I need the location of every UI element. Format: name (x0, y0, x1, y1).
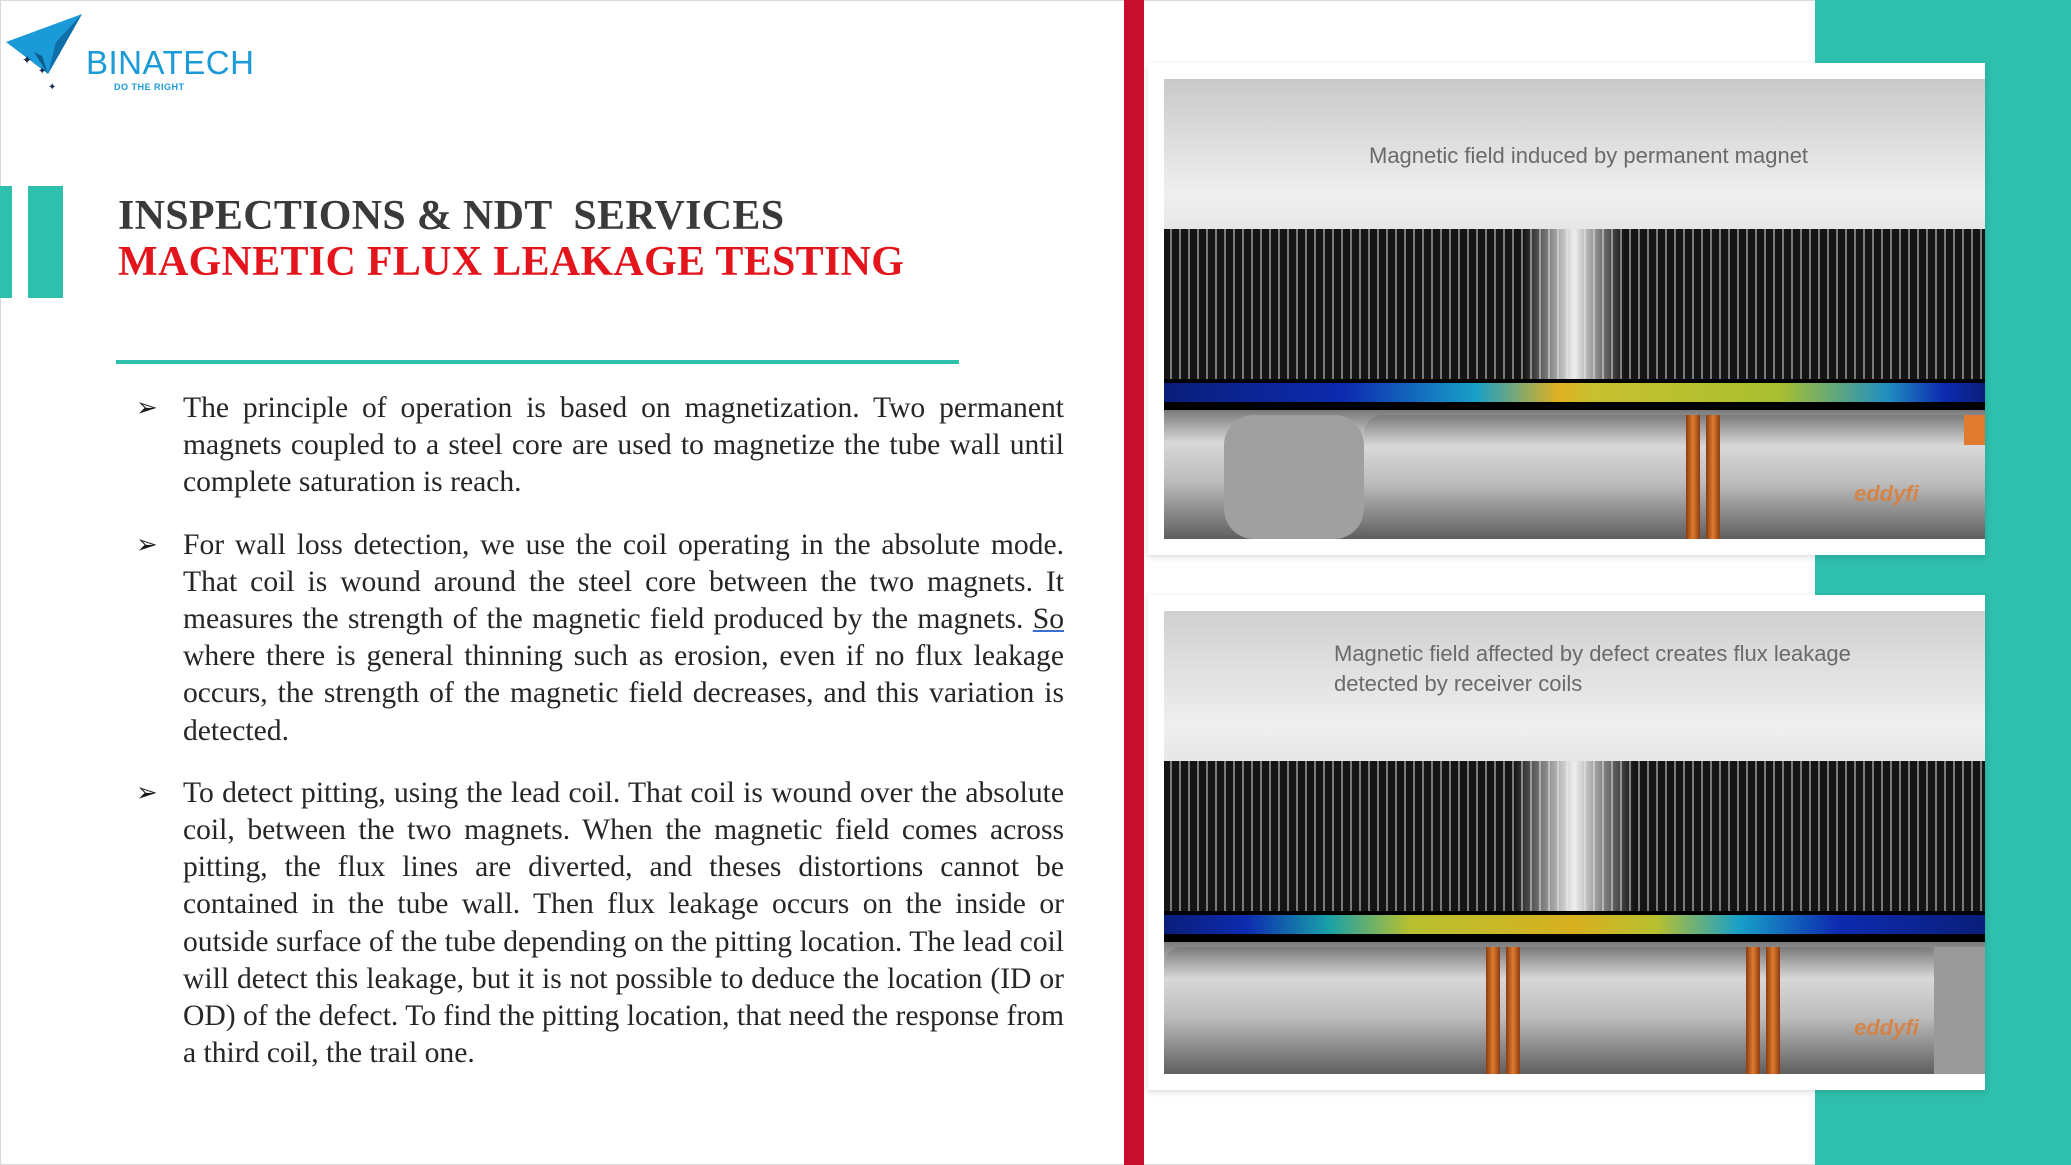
accent-bar-thick (28, 186, 63, 298)
svg-text:✦: ✦ (22, 53, 33, 67)
title-underline (116, 360, 959, 364)
eddyfi-watermark-1: eddyfi (1854, 481, 1919, 506)
mfl-image-frame-1 (1148, 63, 1985, 555)
mfl-diagram-permanent-magnet (1164, 79, 1985, 539)
page-subtitle: MAGNETIC FLUX LEAKAGE TESTING (118, 239, 905, 285)
bullet-text-continued: where there is general thinning such as erosion, even if no flux leakage occurs, the strength of the magnetic field decreases, and this variation is detected. (183, 640, 1064, 747)
eddyfi-watermark-2: eddyfi (1854, 1015, 1919, 1040)
bullet-wall-loss (136, 527, 1064, 750)
logo-tagline: DO THE RIGHT (114, 82, 185, 92)
arrow-bullet-icon: ➢ (136, 529, 158, 560)
svg-text:✦: ✦ (38, 66, 47, 77)
paper-plane-icon (4, 12, 94, 92)
arrow-bullet-icon: ➢ (136, 393, 158, 423)
teal-decor-bottom (1815, 1090, 2071, 1165)
binatech-logo (4, 12, 264, 92)
bullet-principle (136, 390, 1064, 502)
arrow-bullet-icon: ➢ (136, 777, 158, 808)
bullet-text: For wall loss detection, we use the coil operating in the absolute mode. That coil is wound around the steel core between the two magnets. It measures the strength of the magnetic field produced by the magnets. (183, 528, 1064, 636)
mfl-image-frame-2 (1148, 595, 1985, 1090)
image-caption-2: Magnetic field affected by defect creates flux leakage detected by receiver coils (1334, 641, 1851, 696)
svg-text:✦: ✦ (48, 82, 57, 92)
teal-decor-middle (1815, 555, 2071, 595)
bullet-underlined-word: So (1032, 603, 1064, 636)
bullet-text: To detect pitting, using the lead coil. That coil is wound over the absolute coil, between the two magnets. When the magnetic field comes across pitting, the flux lines are diverted, and theses distortions cannot be contained in the tube wall. Then flux leakage occurs on the inside or outside surface of the tube depending on the pitting location. The lead coil will detect this leakage, but it is not possible to deduce the location (ID or OD) of the defect. To find the pitting location, that need the response from a third coil, the trail one. (183, 776, 1064, 1070)
image-caption-1: Magnetic field induced by permanent magnet (1369, 143, 1809, 168)
bullet-list (136, 390, 1064, 1097)
page-title: INSPECTIONS & NDT SERVICES (118, 193, 785, 239)
bullet-text: The principle of operation is based on magnetization. Two permanent magnets coupled to a steel core are used to magnetize the tube wall until complete saturation is reach. (183, 392, 1064, 499)
mfl-diagram-defect-leakage (1164, 611, 1985, 1074)
vertical-divider (1124, 0, 1144, 1165)
logo-name: BINATECH (86, 44, 255, 81)
accent-bar-thin (0, 186, 12, 298)
bullet-pitting (136, 775, 1064, 1073)
